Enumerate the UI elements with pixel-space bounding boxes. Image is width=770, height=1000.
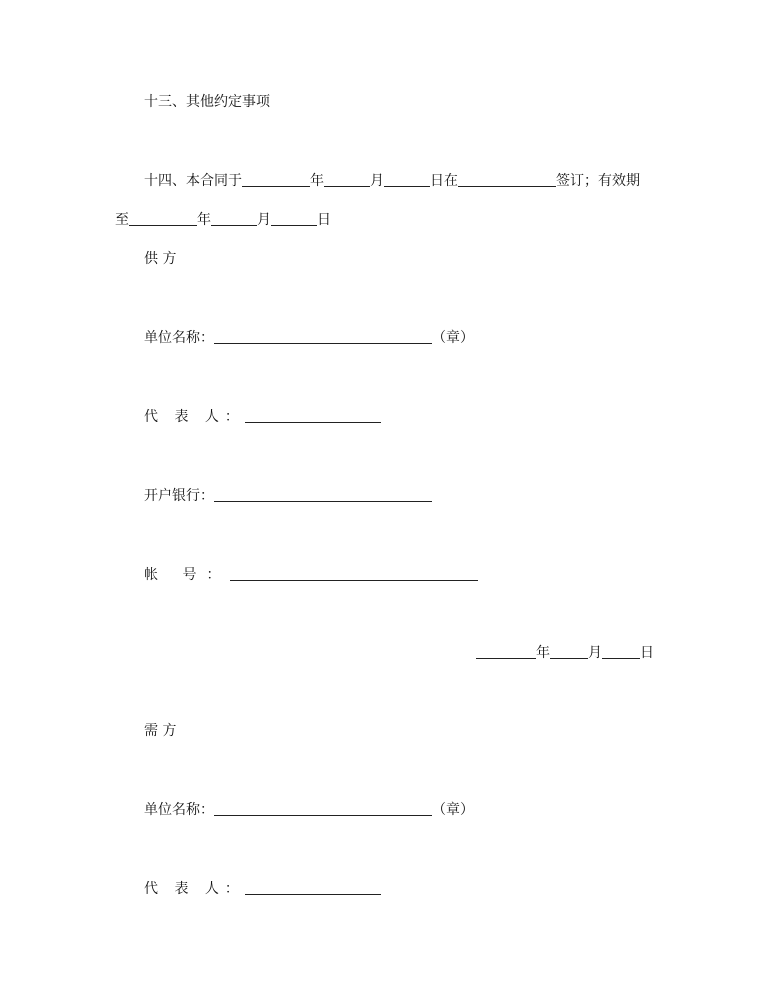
section-13: 十三、其他约定事项 [144,94,270,110]
section-14-label: 十四、本合同于 [144,173,242,189]
buyer-unit-name-row [144,800,474,820]
year-label: 年 [310,173,324,189]
supplier-bank-row [144,486,432,506]
expiry-day-blank[interactable] [271,210,317,226]
supplier-account-field[interactable] [230,565,478,581]
sign-day-blank[interactable] [384,171,430,187]
unit-name-label: 单位名称： [144,330,214,346]
seal-label: （章） [432,330,474,346]
day-label: 日 [317,212,331,228]
supplier-date-month-blank[interactable] [550,643,588,659]
buyer-representative-field[interactable] [245,879,381,895]
signed-label: 签订；有效期 [556,173,640,189]
supplier-date-day-blank[interactable] [602,643,640,659]
sign-year-blank[interactable] [242,171,310,187]
supplier-representative-field[interactable] [245,407,381,423]
supplier-date-row [476,643,654,663]
expiry-month-blank[interactable] [211,210,257,226]
supplier-unit-name-row [144,328,474,348]
account-label: 帐 号： [144,567,231,583]
month-label: 月 [257,212,271,228]
seal-label: （章） [432,802,474,818]
sign-month-blank[interactable] [324,171,370,187]
unit-name-label: 单位名称： [144,802,214,818]
bank-label: 开户银行： [144,488,214,504]
representative-label: 代 表 人： [144,409,245,425]
section-14-line1 [144,171,640,191]
day-label: 日 [640,645,654,661]
supplier-account-row [144,565,478,585]
supplier-date-year-blank[interactable] [476,643,536,659]
year-label: 年 [536,645,550,661]
day-at-label: 日在 [430,173,458,189]
buyer-heading: 需 方 [144,723,177,739]
supplier-bank-field[interactable] [214,486,432,502]
supplier-representative-row [144,407,381,427]
expiry-year-blank[interactable] [129,210,197,226]
month-label: 月 [588,645,602,661]
buyer-representative-row [144,879,381,899]
sign-place-blank[interactable] [458,171,556,187]
year-label: 年 [197,212,211,228]
month-label: 月 [370,173,384,189]
until-label: 至 [115,212,129,228]
section-14-line2 [115,210,331,230]
representative-label: 代 表 人： [144,881,245,897]
supplier-unit-name-field[interactable] [214,328,432,344]
buyer-unit-name-field[interactable] [214,800,432,816]
supplier-heading: 供 方 [144,251,177,267]
